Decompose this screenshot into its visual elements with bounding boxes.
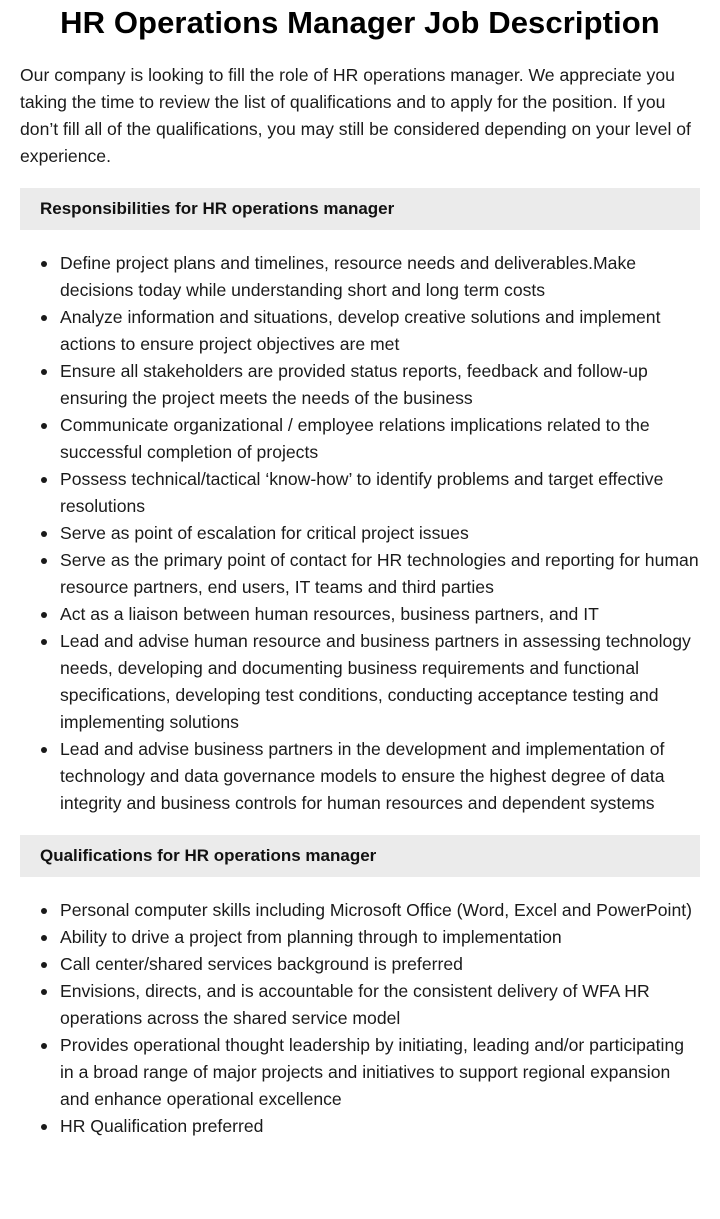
list-item-text: Serve as the primary point of contact for HR technologies and reporting for human resource partners, end users, IT teams and third parties — [60, 550, 699, 597]
list-item — [20, 520, 700, 547]
bullet-icon — [41, 558, 47, 564]
list-item-text: Ability to drive a project from planning through to implementation — [60, 927, 562, 947]
qualifications-heading: Qualifications for HR operations manager — [20, 835, 700, 877]
list-item-text: Provides operational thought leadership by initiating, leading and/or participating in a broad range of major projects and initiatives to support regional expansion and enhance operational excellence — [60, 1035, 685, 1109]
list-item — [20, 358, 700, 412]
bullet-icon — [41, 935, 47, 941]
list-item-text: Possess technical/tactical ‘know-how’ to identify problems and target effective resolutions — [60, 469, 664, 516]
list-item — [20, 466, 700, 520]
bullet-icon — [41, 962, 47, 968]
list-item-text: Lead and advise human resource and business partners in assessing technology needs, developing and documenting business requirements and functional specifications, developing test conditions, conducting acceptance testing and implementing solutions — [60, 631, 691, 732]
list-item-text: HR Qualification preferred — [60, 1116, 264, 1136]
bullet-icon — [41, 639, 47, 645]
list-item — [20, 924, 700, 951]
list-item-text: Serve as point of escalation for critical project issues — [60, 523, 469, 543]
list-item — [20, 897, 700, 924]
list-item — [20, 547, 700, 601]
bullet-icon — [41, 747, 47, 753]
bullet-icon — [41, 531, 47, 537]
list-item — [20, 951, 700, 978]
qualifications-list — [20, 897, 700, 1140]
bullet-icon — [41, 612, 47, 618]
list-item — [20, 628, 700, 736]
bullet-icon — [41, 423, 47, 429]
list-item — [20, 304, 700, 358]
bullet-icon — [41, 261, 47, 267]
list-item-text: Analyze information and situations, develop creative solutions and implement actions to ensure project objectives are met — [60, 307, 661, 354]
list-item — [20, 601, 700, 628]
bullet-icon — [41, 908, 47, 914]
list-item-text: Define project plans and timelines, resource needs and deliverables.Make decisions today while understanding short and long term costs — [60, 253, 637, 300]
list-item-text: Call center/shared services background is preferred — [60, 954, 463, 974]
list-item — [20, 736, 700, 817]
list-item — [20, 978, 700, 1032]
intro-paragraph: Our company is looking to fill the role of HR operations manager. We appreciate you taking the time to review the list of qualifications and to apply for the position. If you don’t fill all of the qualifications, you may still be considered depending on your level of experience. — [20, 65, 691, 166]
list-item — [20, 1113, 700, 1140]
page-title: HR Operations Manager Job Description — [60, 5, 660, 40]
list-item — [20, 412, 700, 466]
list-item-text: Communicate organizational / employee relations implications related to the successful completion of projects — [60, 415, 650, 462]
bullet-icon — [41, 1124, 47, 1130]
responsibilities-heading: Responsibilities for HR operations manager — [20, 188, 700, 230]
list-item-text: Personal computer skills including Microsoft Office (Word, Excel and PowerPoint) — [60, 900, 693, 920]
list-item-text: Act as a liaison between human resources, business partners, and IT — [60, 604, 599, 624]
list-item-text: Ensure all stakeholders are provided status reports, feedback and follow-up ensuring the project meets the needs of the business — [60, 361, 648, 408]
list-item-text: Envisions, directs, and is accountable for the consistent delivery of WFA HR operations across the shared service model — [60, 981, 650, 1028]
list-item — [20, 250, 700, 304]
list-item — [20, 1032, 700, 1113]
bullet-icon — [41, 1043, 47, 1049]
responsibilities-list — [20, 250, 700, 817]
bullet-icon — [41, 315, 47, 321]
bullet-icon — [41, 477, 47, 483]
bullet-icon — [41, 369, 47, 375]
list-item-text: Lead and advise business partners in the development and implementation of technology and data governance models to ensure the highest degree of data integrity and business controls for human resources and dependent systems — [60, 739, 665, 813]
bullet-icon — [41, 989, 47, 995]
